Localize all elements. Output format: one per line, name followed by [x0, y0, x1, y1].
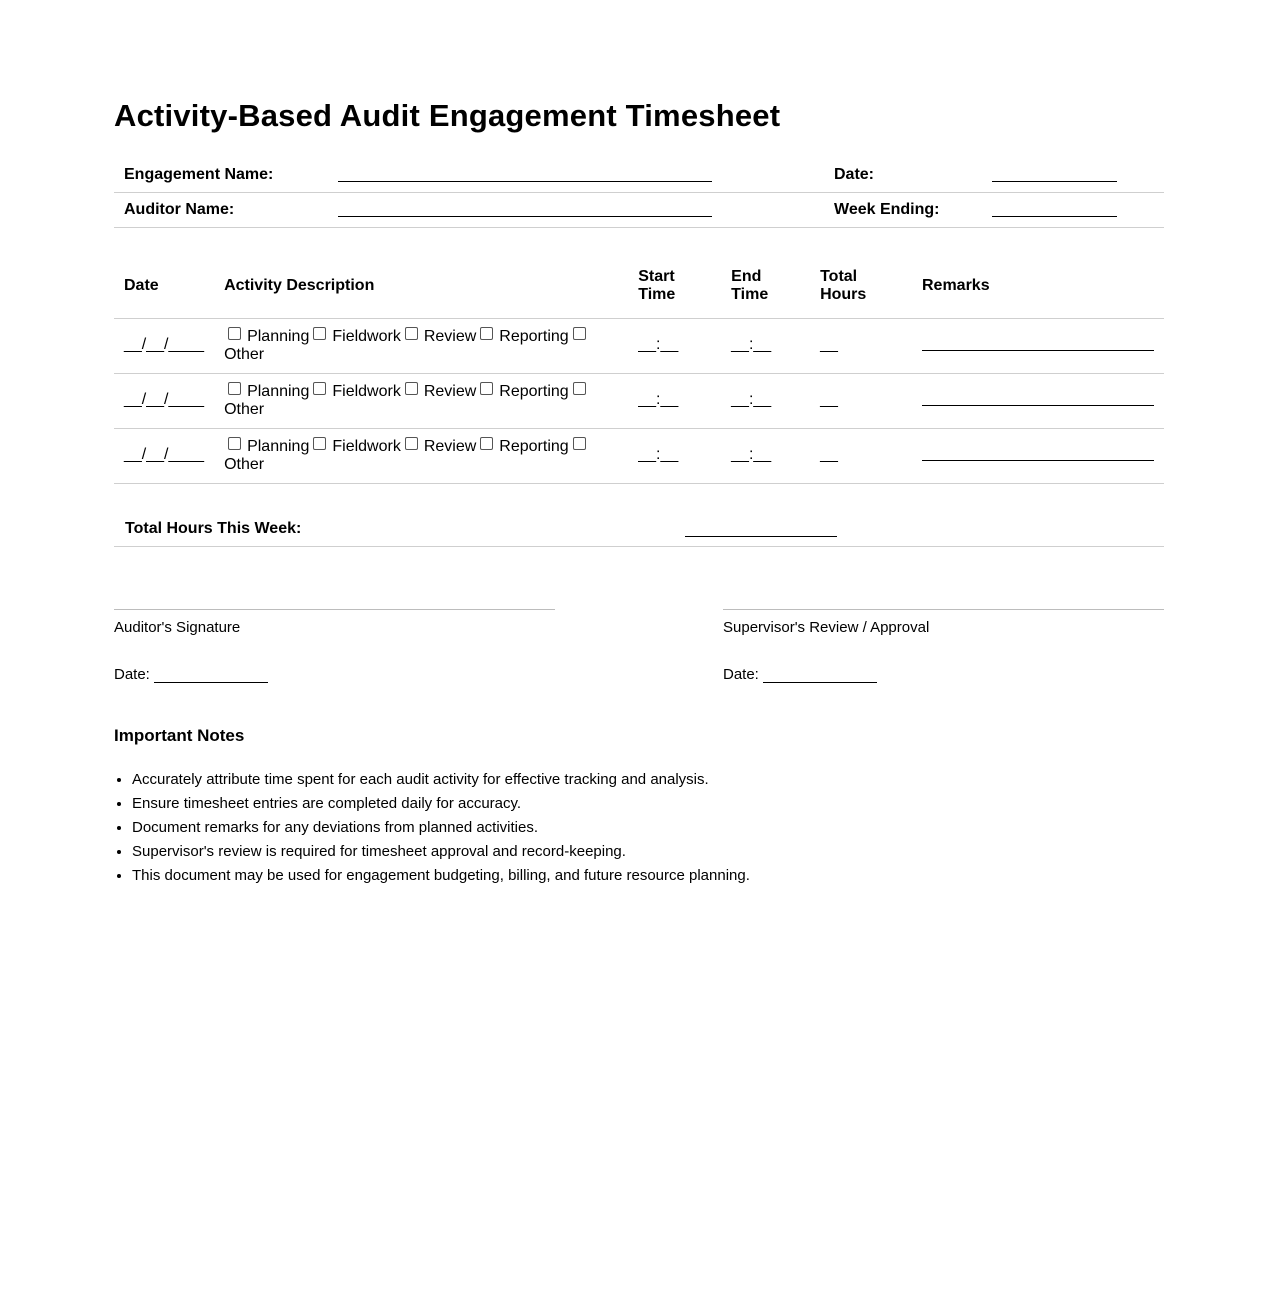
auditor-date: Date: — [114, 666, 555, 683]
auditor-date-field[interactable] — [154, 668, 268, 683]
checkbox-label: Other — [224, 345, 265, 363]
supervisor-date: Date: — [723, 666, 1164, 683]
total-hours-field[interactable]: __ — [810, 429, 912, 484]
activity-options — [214, 374, 628, 429]
start-time-field[interactable]: __:__ — [628, 374, 721, 429]
page-title: Activity-Based Audit Engagement Timesheet — [114, 98, 781, 133]
info-row — [114, 158, 1164, 193]
end-time-field[interactable]: __:__ — [721, 319, 810, 374]
remarks-field[interactable] — [912, 319, 1164, 374]
entry-date-field[interactable]: __/__/____ — [114, 374, 214, 429]
important-notes — [114, 726, 1164, 888]
notes-heading: Important Notes — [114, 726, 245, 745]
auditor-name-label: Auditor Name: — [114, 193, 328, 228]
list-item: • Document remarks for any deviations from planned activities. — [132, 816, 1164, 840]
table-header-row — [114, 254, 1164, 319]
table-row — [114, 319, 1164, 374]
checkbox-review[interactable] — [405, 327, 418, 340]
notes-list — [114, 768, 1164, 888]
checkbox-reporting[interactable] — [480, 327, 493, 340]
header-activity: Activity Description — [214, 254, 628, 319]
checkbox-label: Other — [224, 400, 265, 418]
checkbox-label: Planning — [247, 327, 310, 345]
checkbox-fieldwork[interactable] — [313, 327, 326, 340]
week-ending-label: Week Ending: — [824, 193, 982, 228]
checkbox-label: Other — [224, 455, 265, 473]
table-row — [114, 429, 1164, 484]
start-time-field[interactable]: __:__ — [628, 429, 721, 484]
checkbox-label: Reporting — [499, 382, 569, 400]
list-item: • Ensure timesheet entries are completed daily for accuracy. — [132, 792, 1164, 816]
signature-section — [114, 609, 1164, 699]
date-label: Date: — [824, 158, 982, 193]
checkbox-label: Review — [423, 437, 477, 455]
header-start-time: Start Time — [628, 254, 721, 319]
week-ending-field[interactable] — [982, 193, 1164, 228]
auditor-signature-line[interactable] — [114, 609, 555, 610]
end-time-field[interactable]: __:__ — [721, 374, 810, 429]
checkbox-planning[interactable] — [228, 437, 241, 450]
checkbox-planning[interactable] — [228, 382, 241, 395]
info-row — [114, 193, 1164, 228]
checkbox-review[interactable] — [405, 382, 418, 395]
total-hours-row — [114, 508, 1164, 547]
checkbox-review[interactable] — [405, 437, 418, 450]
engagement-name-label: Engagement Name: — [114, 158, 328, 193]
timesheet-table — [114, 254, 1164, 484]
supervisor-date-field[interactable] — [763, 668, 877, 683]
checkbox-other[interactable] — [573, 382, 586, 395]
list-item: • Supervisor's review is required for timesheet approval and record-keeping. — [132, 840, 1164, 864]
start-time-field[interactable]: __:__ — [628, 319, 721, 374]
table-row — [114, 374, 1164, 429]
checkbox-label: Fieldwork — [332, 327, 401, 345]
checkbox-label: Fieldwork — [332, 382, 401, 400]
engagement-name-field[interactable] — [328, 158, 824, 193]
checkbox-other[interactable] — [573, 437, 586, 450]
remarks-field[interactable] — [912, 429, 1164, 484]
checkbox-reporting[interactable] — [480, 382, 493, 395]
supervisor-signature-block — [723, 609, 1164, 683]
checkbox-label: Review — [423, 327, 477, 345]
checkbox-label: Reporting — [499, 437, 569, 455]
entry-date-field[interactable]: __/__/____ — [114, 429, 214, 484]
checkbox-label: Planning — [247, 382, 310, 400]
supervisor-signature-line[interactable] — [723, 609, 1164, 610]
checkbox-planning[interactable] — [228, 327, 241, 340]
header-end-time: End Time — [721, 254, 810, 319]
checkbox-label: Review — [423, 382, 477, 400]
total-hours-field[interactable]: __ — [810, 374, 912, 429]
checkbox-label: Reporting — [499, 327, 569, 345]
remarks-line — [922, 338, 1154, 351]
checkbox-label: Fieldwork — [332, 437, 401, 455]
remarks-line — [922, 448, 1154, 461]
end-time-field[interactable]: __:__ — [721, 429, 810, 484]
header-total-hours: Total Hours — [810, 254, 912, 319]
checkbox-reporting[interactable] — [480, 437, 493, 450]
activity-options — [214, 429, 628, 484]
timesheet-page — [114, 94, 1164, 884]
total-hours-label: Total Hours This Week: — [125, 520, 302, 537]
checkbox-other[interactable] — [573, 327, 586, 340]
checkbox-fieldwork[interactable] — [313, 382, 326, 395]
total-hours-field[interactable] — [685, 536, 837, 537]
total-hours-field[interactable]: __ — [810, 319, 912, 374]
date-field[interactable] — [982, 158, 1164, 193]
list-item: • This document may be used for engagement budgeting, billing, and future resource planning. — [132, 864, 1164, 888]
checkbox-fieldwork[interactable] — [313, 437, 326, 450]
checkbox-label: Planning — [247, 437, 310, 455]
auditor-name-field[interactable] — [328, 193, 824, 228]
auditor-signature-caption: Auditor's Signature — [114, 619, 241, 636]
supervisor-signature-caption: Supervisor's Review / Approval — [723, 619, 930, 636]
engagement-info-table — [114, 158, 1164, 228]
entry-date-field[interactable]: __/__/____ — [114, 319, 214, 374]
activity-options — [214, 319, 628, 374]
remarks-field[interactable] — [912, 374, 1164, 429]
auditor-signature-block — [114, 609, 555, 683]
header-date: Date — [114, 254, 214, 319]
list-item: • Accurately attribute time spent for each audit activity for effective tracking and analysis. — [132, 768, 1164, 792]
header-remarks: Remarks — [912, 254, 1164, 319]
timesheet-body — [114, 319, 1164, 484]
remarks-line — [922, 393, 1154, 406]
